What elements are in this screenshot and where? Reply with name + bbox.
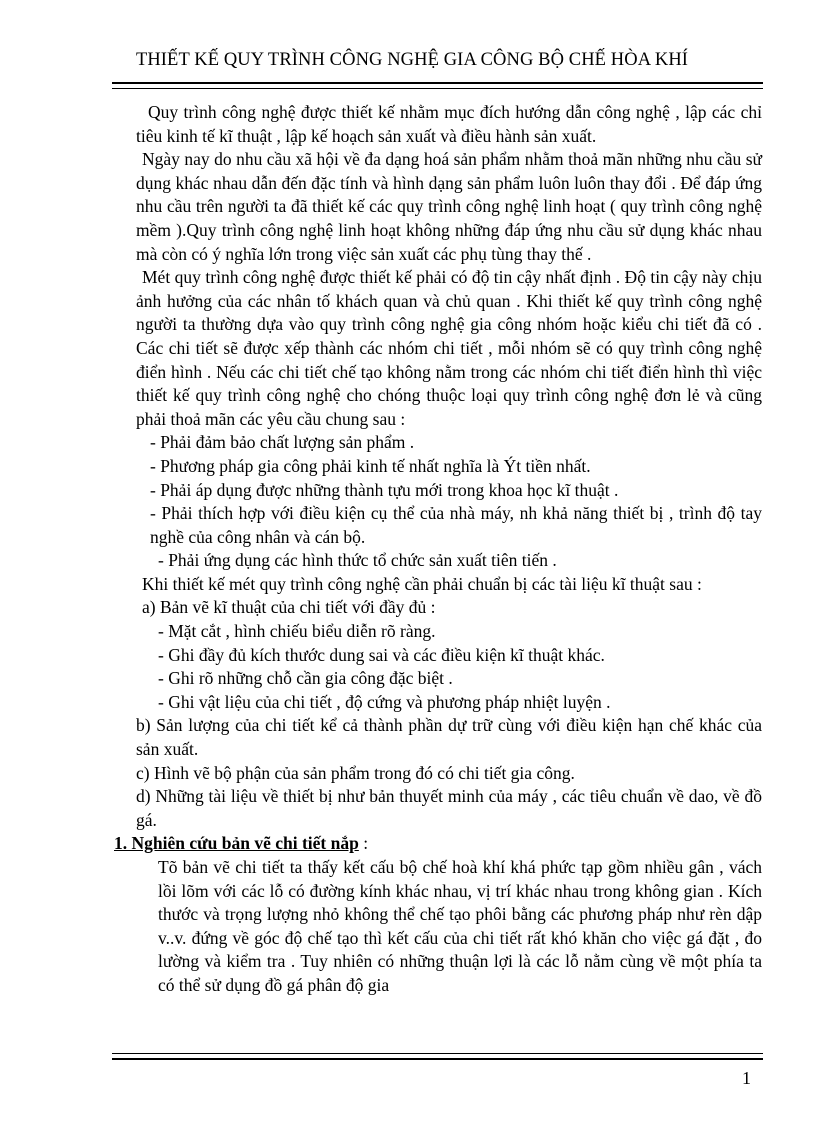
list-item-a: a) Bản vẽ kĩ thuật của chi tiết với đầy đủ : (142, 597, 436, 618)
sub-item: - Ghi đầy đủ kích thước dung sai và các điều kiện kĩ thuật khác. (158, 644, 605, 665)
requirement-item: - Phải thích hợp với điều kiện cụ thể của nhà máy, nh khả năng thiết bị , trình độ tay nghề của công nhân và cán bộ. (150, 503, 762, 547)
footer-rule-thin (112, 1053, 763, 1054)
footer-rule-thick (112, 1058, 763, 1060)
section-title: 1. Nghiên cứu bản vẽ chi tiết nắp (114, 833, 359, 854)
paragraph-documents: Khi thiết kế mét quy trình công nghệ cần phải chuẩn bị các tài liệu kĩ thuật sau : (142, 573, 702, 594)
page-header-title: THIẾT KẾ QUY TRÌNH CÔNG NGHỆ GIA CÔNG BỘ CHẾ HÒA KHÍ (135, 50, 689, 70)
header-rule-thick (112, 82, 763, 84)
requirement-item: - Phương pháp gia công phải kinh tế nhất nghĩa là Ýt tiền nhất. (150, 455, 591, 476)
requirement-item: - Phải đảm bảo chất lượng sản phẩm . (150, 432, 415, 453)
sub-item: - Ghi vật liệu của chi tiết , độ cứng và phương pháp nhiệt luyện . (158, 691, 611, 712)
document-body (114, 101, 762, 998)
paragraph-flexible-process: Ngày nay do nhu cầu xã hội về đa dạng hoá sản phẩm nhằm thoả mãn những nhu cầu sử dụng khác nhau dẫn đến đặc tính và hình dạng sản phẩm luôn luôn thay đổi . Để đáp ứng nhu cầu trên người ta đã thiết kế các quy trình công nghệ linh hoạt ( quy trình công nghệ mềm ).Quy trình công nghệ linh hoạt không những đáp ứng nhu cầu sử dụng khác nhau mà còn có ý nghĩa lớn trong việc sản xuất các phụ tùng thay thế . (136, 149, 762, 264)
list-item-d: d) Những tài liệu về thiết bị như bản thuyết minh của máy , các tiêu chuẩn về dao, về đồ gá. (136, 786, 762, 830)
list-item-b: b) Sản lượng của chi tiết kể cả thành phần dự trữ cùng với điều kiện hạn chế khác của sản xuất. (136, 715, 762, 760)
page-number: 1 (742, 1068, 751, 1088)
list-item-c: c) Hình vẽ bộ phận của sản phẩm trong đó có chi tiết gia công. (136, 762, 575, 783)
paragraph-intro: Quy trình công nghệ được thiết kế nhằm mục đích hướng dẫn công nghệ , lập các chỉ tiêu kinh tế kĩ thuật , lập kế hoạch sản xuất và điều hành sản xuất. (136, 102, 762, 146)
section-title-suffix: : (358, 833, 369, 854)
header-rule-thin (112, 88, 763, 89)
paragraph-reliability: Mét quy trình công nghệ được thiết kế phải có độ tin cậy nhất định . Độ tin cậy này chịu ảnh hưởng của các nhân tố khách quan và chủ quan . Khi thiết kế quy trình công nghệ người ta thường dựa vào quy trình công nghệ gia công nhóm hoặc kiểu chi tiết đã có . Các chi tiết sẽ được xếp thành các nhóm chi tiết , mỗi nhóm sẽ có quy trình công nghệ điển hình . Nếu các chi tiết chế tạo không nằm trong các nhóm chi tiết điển hình thì việc thiết kế quy trình công nghệ cho chóng thuộc loại quy trình công nghệ đơn lẻ và cũng phải thoả mãn các yêu cầu chung sau : (136, 267, 762, 429)
requirement-item: - Phải áp dụng được những thành tựu mới trong khoa học kĩ thuật . (150, 479, 619, 500)
requirement-item: - Phải ứng dụng các hình thức tổ chức sản xuất tiên tiến . (158, 550, 557, 571)
sub-item: - Mặt cắt , hình chiếu biểu diễn rõ ràng. (158, 621, 436, 642)
sub-item: - Ghi rõ những chỗ cần gia công đặc biệt . (158, 668, 453, 689)
paragraph-drawing-study: Tõ bản vẽ chi tiết ta thấy kết cấu bộ chế hoà khí khá phức tạp gồm nhiều gân , vách lồi lõm với các lỗ có đường kính khác nhau, vị trí khác nhau trong không gian . Kích thước và trọng lượng nhỏ không thể chế tạo phôi bằng các phương pháp như rèn dập v..v. đứng về góc độ chế tạo thì kết cấu của chi tiết rất khó khăn cho việc gá đặt , đo lường và kiểm tra . Tuy nhiên có những thuận lợi là các lỗ nằm cùng về một phía ta có thể sử dụng đồ gá phân độ gia (158, 857, 762, 995)
section-heading (114, 832, 762, 856)
